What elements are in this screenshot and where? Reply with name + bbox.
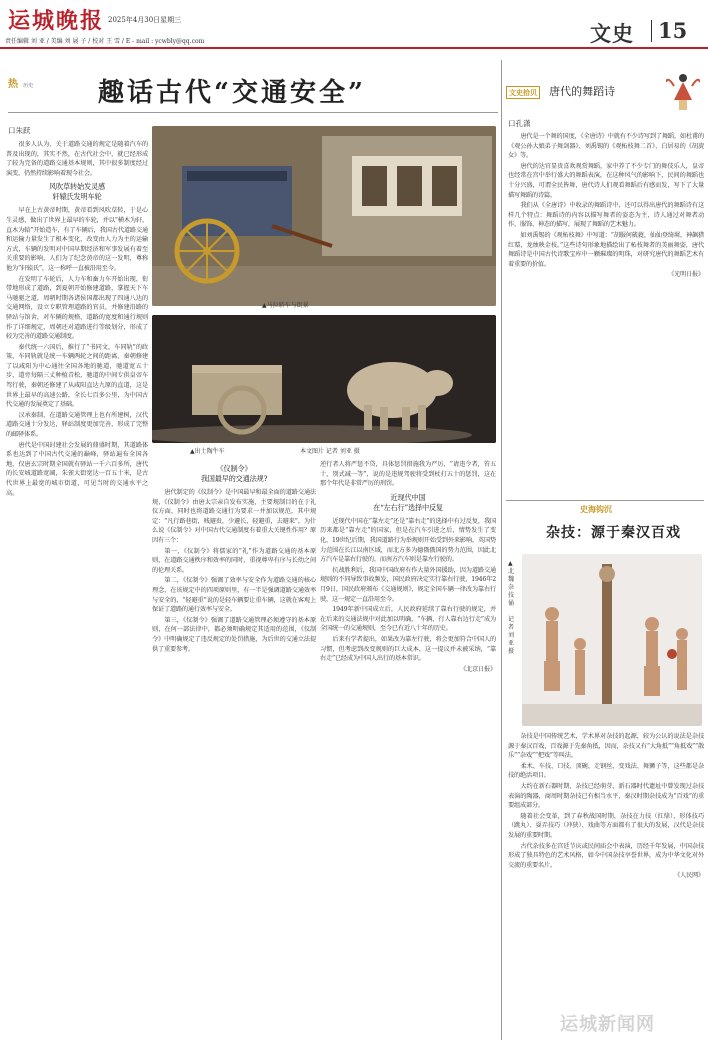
paragraph: 秦代统一六国后，推行了“书同文，车同轨”的政策，车同轨就是统一车辆两轮之间的距离，秦朝修建了以咸阳为中心通往全国各地的驰道，驰道宽五十步，道旁每隔三丈种植青松，驰道的中间专供皇帝车驾行驶，秦朝还修建了从咸阳直达九原的直道，这是世界上最早的高速公路，全长七百多公里，为中国古代交通的发展奠定了基础。 <box>6 343 148 409</box>
right-top-author: 口孔潇 <box>508 119 531 128</box>
editor-credits: 责任编辑 刘 亚 / 美编 刘 展 子 / 校对 王 雪 / E - mail : ycwbly@qq.com <box>5 38 205 45</box>
figurine-caption-vertical <box>508 560 518 656</box>
acrobat-figurines-photo <box>522 554 702 726</box>
subheading-3b: 在“左右行”选择中反复 <box>373 502 443 512</box>
masthead-rule <box>0 47 708 49</box>
yizhi-column <box>152 460 316 1040</box>
paragraph: 后来有学者提出，如果改为靠左行驶，将会更加符合中国人的习惯，但考虑到改变规则的巨大成本，这一提议并未被采纳，“靠右走”已经成为中国人出行的基本常识。 <box>320 635 496 663</box>
paragraph: 第二，《仪制令》强调了效率与安全作为道路交通的核心理念，在该规定中的四项原则里，有一半是强调道路交通效率与安全的，“轻避重”说的是轻车辆要让重车辆，这就在客观上保证了道路的通行效率与安全。 <box>152 577 316 614</box>
photo1-caption: ▲马拉轿车与街景 <box>262 302 309 309</box>
column-divider <box>501 60 502 1040</box>
carriage-illustration <box>152 126 496 306</box>
paragraph: 在发明了车轮后，人力车和畜力车开始出现，衔带地形成了道路，到夏朝开始修建道路，掌握天下车马驰驱之道，周朝时期各诸侯国都出现了四通八达的交通网络，设立专职管理道路的官员，并修建沿路的驿站与馆舍，对车辆的规格、道路的宽度和通行规则作了详细规定，周朝还对道路进行等级划分，形成了较为完善的道路交通制度。 <box>6 275 148 341</box>
paragraph: 古代杂技多在宫廷节庆或民间庙会中表演，历经千年发展，中国杂技形成了独具特色的艺术风格，如今中国杂技享誉世界，成为中华文化对外交流的重要名片。 <box>508 842 704 869</box>
right-top-title: 唐代的舞蹈诗 <box>549 85 616 98</box>
vertical-caption: ▲北魏杂技俑 <box>508 560 515 607</box>
dancer-icon <box>666 72 700 112</box>
paragraph: 唐代制定的《仪制令》是中国最早和最全面的道路交通法规，《仪制令》由唐太宗亲自发布实施，主要规制目的在于礼仪方面，同时也将道路交通行为要求一并加以规范，其中规定：“凡行路巷街，贱避贵，少避长，轻避重，去避来”，为什么说《仪制令》对中国古代交通制度有着重大关键性作用？原因有三个： <box>152 489 316 544</box>
paragraph: 柔术、车技、口技、顶碗、走钢丝、变戏法、舞狮子等，这些都是杂技的绝活项目。 <box>508 762 704 780</box>
issue-date: 2025年4月30日星期三 <box>108 16 182 24</box>
paragraph: 近现代中国在“靠左走”还是“靠右走”的选择中有过反复，我国历来都是“靠左走”的国家，但是在汽车引进之后，情势发生了变化，19世纪后期，我国道路行为举规则开始受到外来影响，英国势力范围在长江以南区域，而北方多为德俄俄国的势力范围，因此北方汽车是靠右行驶的，而南方汽车则是靠左行驶的。 <box>320 517 496 564</box>
paragraph: 唐代是一个舞的国度，《全唐诗》中就有不少诗写到了舞蹈，如杜甫的《观公孙大娘弟子舞剑器》、刘禹锡的《观柘枝舞二首》、白居易的《胡旋女》等。 <box>508 133 704 160</box>
paragraph: 杂技是中国传统艺术，学术界对杂技的起源，较为公认的说法是杂技源于秦汉百戏，百戏源于先秦角抵，因而，杂技又有“大角抵”“角抵戏”“散乐”“杂戏”“把戏”等叫法。 <box>508 733 704 760</box>
tag-badge <box>8 72 38 88</box>
right-bottom-tag: 史海钩沉 <box>580 504 612 514</box>
intro-paragraph: 很多人认为，关于道路交通的规定是随着汽车的普及出现的，其实不然，在古代社会中，就已经形成了较为完备的道路交通基本规则，其中很多制度经过演变，仍然持续影响着现今社会。 <box>6 141 148 177</box>
ox-cart-photo <box>152 315 496 443</box>
masthead <box>0 0 708 46</box>
tag-sub: 历史 <box>23 83 34 89</box>
subheading-3a: 近现代中国 <box>390 492 426 502</box>
subheading-2b: 我国最早的交通法规? <box>200 474 268 483</box>
subheading-3 <box>320 493 496 513</box>
paragraph: 抗战胜利后，我国中国政府有作大量外国援助，因为道路交通规则的不同导致事故频发，国民政府决定实行靠右行驶，1946年2月9日，国民政府颁布《交通规则》，规定全国车辆一律改为靠右行驶，这一规定一直沿用至今。 <box>320 566 496 603</box>
column-tag: 文史拾贝 <box>506 86 540 99</box>
photo2-caption: ▲出土陶牛车 <box>190 448 225 455</box>
paragraph: 随着社会变革，到了春秋战国时期，杂技在力技（扛鼎）、形体技巧（跳丸）、耍弄技巧（冲狭）、戏曲等方面都有了很大的发展，汉代是杂技发展的重要时期。 <box>508 812 704 839</box>
source-note: 《光明日报》 <box>668 271 704 279</box>
subheading-2 <box>152 464 316 484</box>
subheading-1a: 风吹草转始发灵感 <box>49 182 105 192</box>
modern-column <box>320 460 496 1040</box>
source-note: 《北京日报》 <box>460 665 496 673</box>
carriage-photo <box>152 126 496 306</box>
title-rule <box>8 112 498 113</box>
vertical-credit: 记者 刘亚 摄 <box>508 616 515 655</box>
paragraph: 逆行者人将严惩不贷，具体惩罚措施我为严厉，“请违令者，笞五十，别式减一等”，说的是违规驾驶将受到杖打五十的惩罚，这在那个年代是非常严厉的刑罚。 <box>320 461 496 488</box>
acrobatics-column <box>508 732 704 1040</box>
source-note: 《人民网》 <box>674 872 704 880</box>
main-title: 趣话古代“交通安全” <box>98 78 366 108</box>
paragraph: 如刘禹锡的《观柘枝舞》中写道：“胡服何葳蕤，仙仙登绮墀，神飙猎红蕖，龙烛映金枝。”这些诗句形象地描绘出了柘枝舞者的美丽舞姿，唐代舞蹈诗是中国古代诗歌宝库中一颗璀璨的明珠，对研究唐代的舞蹈艺术有着重要的价值。 <box>508 231 704 268</box>
subheading-2a: 《仪制令》 <box>216 464 252 473</box>
section-title: 文史 <box>590 21 634 46</box>
newspaper-logo: 运城晚报 <box>8 8 105 34</box>
dance-poem-column <box>508 132 704 496</box>
paragraph: 第一，《仪制令》将儒家的“礼”作为道路交通的基本原则，在道路交通秩序和效率的同时，重视尊卑有序与长幼之间的伦理关系。 <box>152 547 316 574</box>
right-bottom-title: 杂技：源于秦汉百戏 <box>546 525 681 541</box>
subheading-1b: 轩辕氏发明车轮 <box>52 192 102 202</box>
paragraph: 唐代的达官显贵喜欢观赏舞蹈，家中养了不少专门的舞伎乐人，皇帝也经常在宫中举行盛大的舞蹈表演，在这种风气的影响下，民间的舞蹈也十分兴盛，可谓全民皆舞，唐代诗人们观看舞蹈后有感而发，写下了大量描写舞蹈的诗篇。 <box>508 162 704 199</box>
paragraph: 汉承秦制，在道路交通管理上也有所建树，汉代道路交通十分发达，驿站制度更加完善，形成了完整的邮驿体系。 <box>6 411 148 439</box>
article-author: 口朱跃 <box>8 126 31 135</box>
paragraph: 第三，《仪制令》强调了道路交通管理必须遵守的基本原则，在何一部法律中，都必须明确规定其适用的范围，《仪制令》中明确规定了违反规定的处罚措施，为后世的交通立法提供了重要参考。 <box>152 616 316 653</box>
subheading-1 <box>6 182 148 202</box>
ox-cart-illustration <box>152 315 496 443</box>
photo-credit: 本文图片 记者 刘亚 摄 <box>300 448 360 455</box>
section-divider <box>506 500 704 501</box>
paragraph: 1949年新中国成立后，人民政府延续了靠右行驶的规定，并在后来的交通法规中对此加以明确，“车辆、行人靠右边行走”成为全国统一的交通规则，至今已有近八十年的历史。 <box>320 606 496 633</box>
tag-char: 热 <box>8 79 18 90</box>
paragraph: 唐代是中国封建社会发展的鼎盛时期，其道路体系也达到了中国古代交通的巅峰，驿站遍布全国各地，仅唐玄宗时期全国就有驿站一千六百多所，唐代的长安城道路宽阔，朱雀大街宽达一百五十米，是古代世界上最宽的城市街道，可见当时的交通水平之高。 <box>6 441 148 497</box>
divider <box>651 20 652 42</box>
paragraph: 早在上古黄帝时期，黄帝看到风吹草转，于是心生灵感，做出了世界上最早的车轮，并以“横木为轩，直木为辕”开始造车，有了车辆后，我国古代道路交通和运输力量发生了根本变化，改变由人力为主的运输方式，车辆的发明对中国早期经济和军事发展有着至关重要的影响，人们为了纪念黄帝的这一发明，尊称他为“轩辕氏”，这一称呼一直被沿用至今。 <box>6 207 148 272</box>
main-article-column <box>6 140 148 1040</box>
dancer-figure <box>666 72 700 112</box>
watermark: 运城新闻网 <box>560 1014 655 1035</box>
paragraph: 我们从《全唐诗》中收录的舞蹈诗中，还可以得出唐代的舞蹈诗有这样几个特点：舞蹈诗的内容以描写舞者的姿态为主，诗人通过对舞者动作、服饰、神态的描写，展现了舞蹈的艺术魅力。 <box>508 202 704 229</box>
page-number: 15 <box>658 18 688 43</box>
figurines-illustration <box>522 554 702 726</box>
paragraph: 大约在新石器时期，杂技已经萌芽，新石器时代遗址中曾发现过杂技表演的陶器，商周时期杂技已有相当水平，秦汉时期杂技成为“百戏”的重要组成部分。 <box>508 782 704 810</box>
